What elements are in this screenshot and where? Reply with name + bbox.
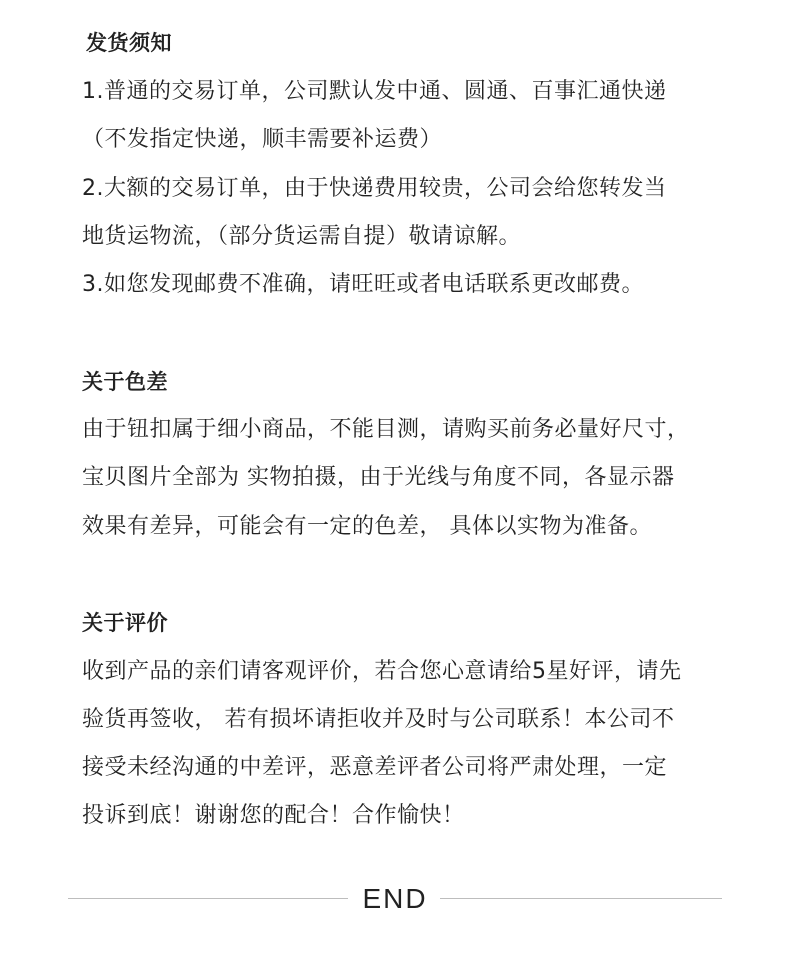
section-heading-reviews: 关于评价 [82, 611, 168, 635]
review-line-4: 投诉到底！谢谢您的配合！合作愉快！ [82, 803, 465, 828]
end-divider-left [68, 898, 348, 899]
shipping-line-2: （不发指定快递，顺丰需要补运费） [82, 127, 443, 152]
section-heading-color-difference: 关于色差 [82, 370, 168, 394]
review-line-3: 接受未经沟通的中差评，恶意差评者公司将严肃处理，一定 [82, 755, 668, 780]
shipping-line-1: 1.普通的交易订单，公司默认发中通、圆通、百事汇通快递 [82, 79, 667, 104]
section-heading-shipping: 发货须知 [86, 31, 172, 55]
review-line-1: 收到产品的亲们请客观评价，若合您心意请给5星好评，请先 [82, 659, 682, 684]
shipping-line-4: 地货运物流，（部分货运需自提）敬请谅解。 [82, 224, 522, 249]
shipping-line-3: 2.大额的交易订单，由于快递费用较贵，公司会给您转发当 [82, 176, 667, 201]
color-line-1: 由于钮扣属于细小商品，不能目测，请购买前务必量好尺寸， [82, 417, 690, 442]
review-line-2: 验货再签收， 若有损坏请拒收并及时与公司联系！本公司不 [82, 707, 675, 732]
color-line-2: 宝贝图片全部为 实物拍摄，由于光线与角度不同，各显示器 [82, 465, 675, 490]
end-divider-right [440, 898, 722, 899]
shipping-line-5: 3.如您发现邮费不准确，请旺旺或者电话联系更改邮费。 [82, 272, 644, 297]
end-label: END [362, 883, 428, 914]
color-line-3: 效果有差异，可能会有一定的色差， 具体以实物为准备。 [82, 514, 652, 539]
